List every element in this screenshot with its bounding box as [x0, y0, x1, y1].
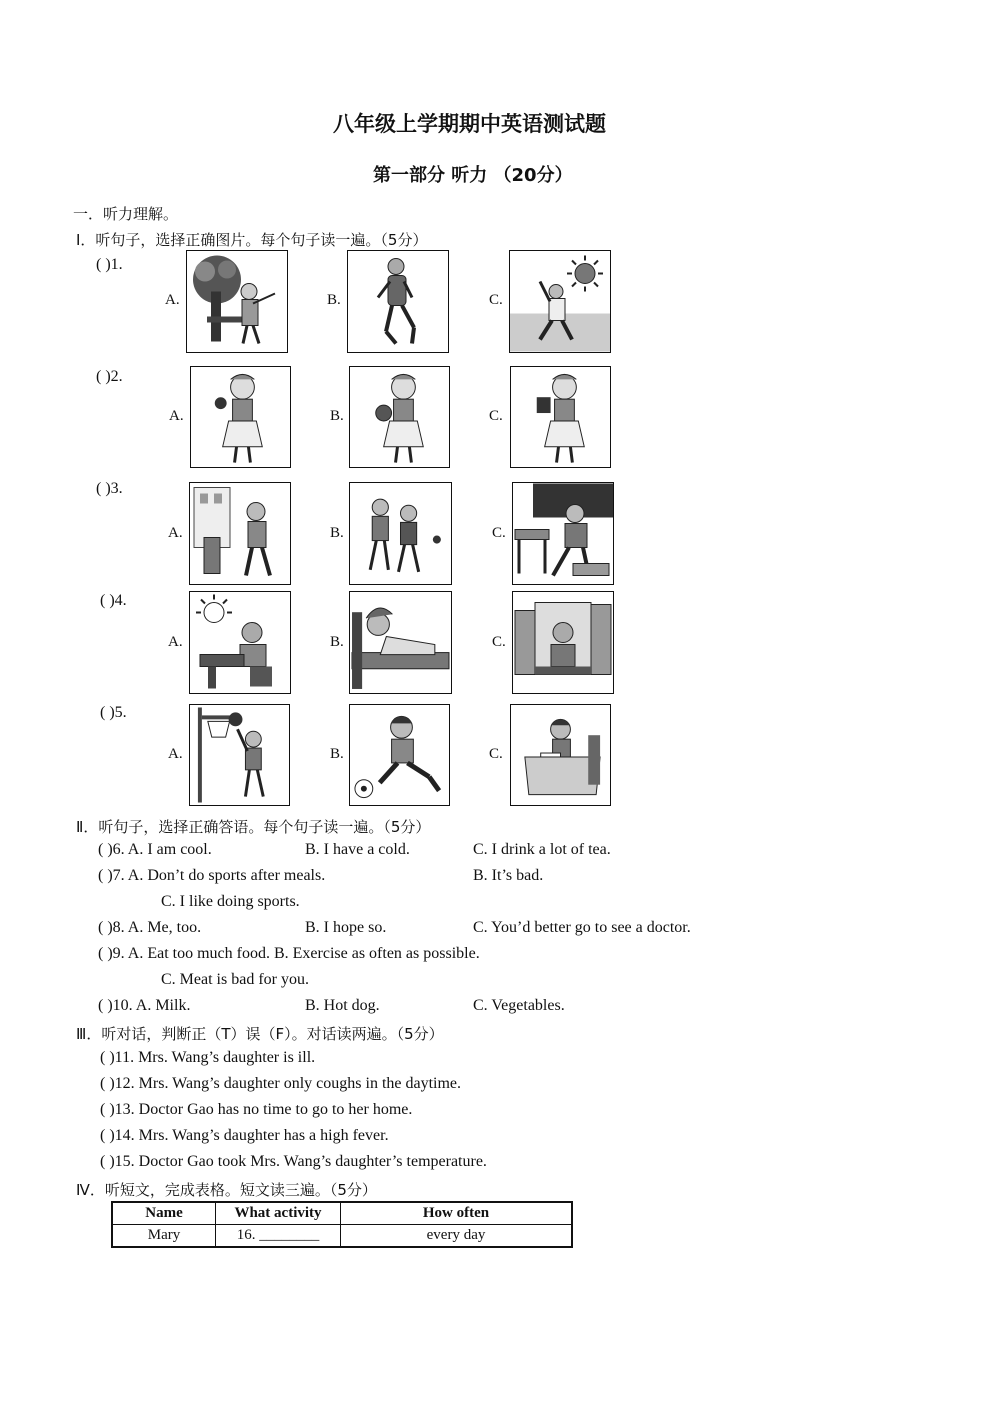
- answer-choice[interactable]: ( )6. A. I am cool.: [98, 841, 212, 858]
- option-label: A.: [165, 292, 180, 308]
- option-label: B.: [330, 408, 344, 424]
- answer-choice[interactable]: B. It’s bad.: [473, 867, 544, 884]
- true-false-item[interactable]: ( )14. Mrs. Wang’s daughter has a high fever.: [100, 1127, 389, 1144]
- option-label: B.: [330, 634, 344, 650]
- boy-in-classroom-image[interactable]: [512, 482, 614, 585]
- table-header: How often: [341, 1202, 573, 1225]
- true-false-item[interactable]: ( )15. Doctor Gao took Mrs. Wang’s daughter’s temperature.: [100, 1153, 487, 1170]
- girl-holding-ball-image[interactable]: [349, 366, 450, 468]
- option-label: A.: [168, 525, 183, 541]
- answer-choice[interactable]: ( )8. A. Me, too.: [98, 919, 202, 936]
- table-row: [112, 1225, 572, 1248]
- old-man-jogging-image[interactable]: [347, 250, 449, 353]
- question-number[interactable]: ( )3.: [96, 480, 123, 497]
- option-label: B.: [330, 746, 344, 762]
- page-title: 八年级上学期期中英语测试题: [333, 112, 606, 136]
- girl-holding-apple-image[interactable]: [190, 366, 291, 468]
- section2-instruction: Ⅱ．听句子，选择正确答语。每个句子读一遍。（5分）: [76, 818, 431, 836]
- table-header: What activity: [216, 1202, 341, 1225]
- table-header: Name: [112, 1202, 216, 1225]
- part-heading: 一．听力理解。: [73, 205, 179, 223]
- option-label: C.: [489, 746, 503, 762]
- question-number[interactable]: ( )1.: [96, 256, 123, 273]
- option-label: A.: [168, 746, 183, 762]
- man-waving-in-sun-image[interactable]: [509, 250, 611, 353]
- boy-studying-at-desk-image[interactable]: [510, 704, 611, 806]
- boy-at-mailbox-image[interactable]: [189, 482, 291, 585]
- true-false-item[interactable]: ( )13. Doctor Gao has no time to go to her home.: [100, 1101, 413, 1118]
- answer-choice[interactable]: C. I drink a lot of tea.: [473, 841, 611, 858]
- boy-reading-in-sun-image[interactable]: [189, 591, 291, 694]
- boys-playing-image[interactable]: [349, 482, 452, 585]
- question-number[interactable]: ( )4.: [100, 592, 127, 609]
- table-header-row: [112, 1202, 572, 1225]
- answer-choice[interactable]: C. You’d better go to see a doctor.: [473, 919, 691, 936]
- option-label: A.: [168, 634, 183, 650]
- section-subtitle: 第一部分 听力 （20分）: [373, 165, 573, 186]
- activity-table: [111, 1201, 573, 1248]
- answer-choice[interactable]: ( )9. A. Eat too much food. B. Exercise as often as possible.: [98, 945, 480, 962]
- option-label: C.: [492, 525, 506, 541]
- boy-playing-basketball-image[interactable]: [189, 704, 290, 806]
- section4-instruction: Ⅳ．听短文，完成表格。短文读三遍。（5分）: [76, 1181, 377, 1199]
- true-false-item[interactable]: ( )12. Mrs. Wang’s daughter only coughs in the daytime.: [100, 1075, 462, 1092]
- answer-choice[interactable]: C. Meat is bad for you.: [161, 971, 309, 988]
- section3-instruction: Ⅲ．听对话，判断正（T）误（F）。对话读两遍。（5分）: [76, 1025, 444, 1043]
- option-label: C.: [492, 634, 506, 650]
- table-cell: Mary: [112, 1225, 216, 1248]
- answer-choice[interactable]: C. I like doing sports.: [161, 893, 300, 910]
- option-label: B.: [327, 292, 341, 308]
- boy-playing-soccer-image[interactable]: [349, 704, 450, 806]
- table-cell: every day: [341, 1225, 573, 1248]
- answer-blank[interactable]: 16. ________: [216, 1225, 341, 1248]
- question-number[interactable]: ( )2.: [96, 368, 123, 385]
- answer-choice[interactable]: ( )7. A. Don’t do sports after meals.: [98, 867, 326, 884]
- section1-instruction: Ⅰ．听句子，选择正确图片。每个句子读一遍。（5分）: [76, 231, 428, 249]
- girl-at-window-image[interactable]: [512, 591, 614, 694]
- option-label: C.: [489, 408, 503, 424]
- true-false-item[interactable]: ( )11. Mrs. Wang’s daughter is ill.: [100, 1049, 316, 1066]
- option-label: A.: [169, 408, 184, 424]
- answer-choice[interactable]: B. I have a cold.: [305, 841, 410, 858]
- question-number[interactable]: ( )5.: [100, 704, 127, 721]
- option-label: C.: [489, 292, 503, 308]
- option-label: B.: [330, 525, 344, 541]
- answer-choice[interactable]: C. Vegetables.: [473, 997, 565, 1014]
- answer-choice[interactable]: B. I hope so.: [305, 919, 387, 936]
- old-man-playing-violin-under-tree-image[interactable]: [186, 250, 288, 353]
- answer-choice[interactable]: ( )10. A. Milk.: [98, 997, 191, 1014]
- girl-holding-book-image[interactable]: [510, 366, 611, 468]
- girl-lying-in-bed-image[interactable]: [349, 591, 452, 694]
- answer-choice[interactable]: B. Hot dog.: [305, 997, 380, 1014]
